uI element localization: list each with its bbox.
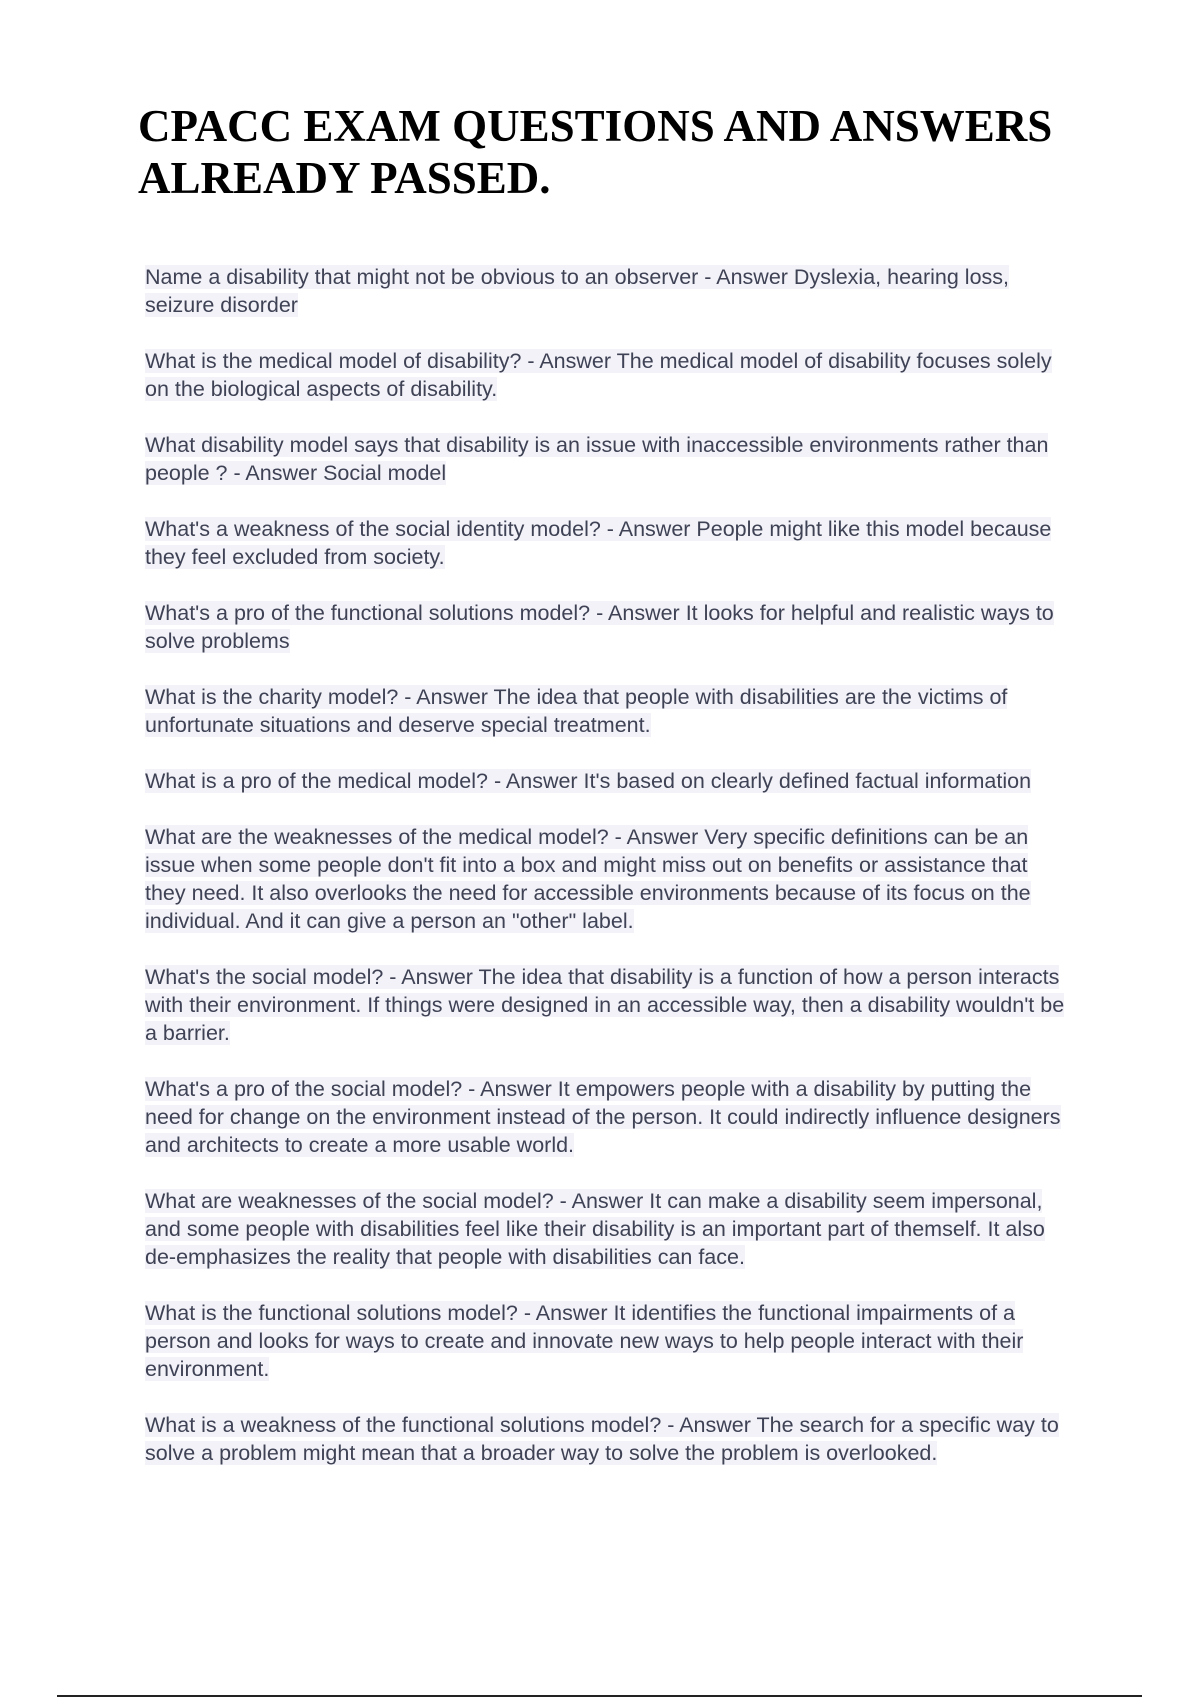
qa-text: What is the functional solutions model? - Answer It identifies the functional impairments of a person and looks for ways to create and innovate new ways to help people interact with their environment. <box>145 1301 1024 1381</box>
qa-item <box>145 767 1065 795</box>
title-line-2: ALREADY PASSED. <box>138 153 551 203</box>
qa-item <box>145 599 1065 655</box>
qa-text: What are weaknesses of the social model? - Answer It can make a disability seem impersonal, and some people with disabilities feel like their disability is an important part of themself. It also de-emphasizes the reality that people with disabilities can face. <box>145 1189 1045 1269</box>
qa-text: What's a pro of the social model? - Answer It empowers people with a disability by putting the need for change on the environment instead of the person. It could indirectly influence designers and architects to create a more usable world. <box>145 1077 1061 1157</box>
qa-text: What is a weakness of the functional solutions model? - Answer The search for a specific way to solve a problem might mean that a broader way to solve the problem is overlooked. <box>145 1413 1059 1465</box>
qa-text: What's the social model? - Answer The idea that disability is a function of how a person interacts with their environment. If things were designed in an accessible way, then a disability wouldn't be a barrier. <box>145 965 1065 1045</box>
qa-item <box>145 1411 1065 1467</box>
qa-item <box>145 963 1065 1047</box>
footer-divider <box>57 1695 1142 1697</box>
qa-item <box>145 1299 1065 1383</box>
qa-item <box>145 431 1065 487</box>
title-line-1: CPACC EXAM QUESTIONS AND ANSWERS <box>138 101 1053 151</box>
qa-item <box>145 1075 1065 1159</box>
qa-item <box>145 823 1065 935</box>
qa-item <box>145 347 1065 403</box>
qa-list <box>145 263 1065 1495</box>
qa-text: What is a pro of the medical model? - Answer It's based on clearly defined factual information <box>145 769 1032 793</box>
qa-item <box>145 263 1065 319</box>
qa-item <box>145 515 1065 571</box>
qa-text: Name a disability that might not be obvious to an observer - Answer Dyslexia, hearing loss, seizure disorder <box>145 265 1010 317</box>
qa-item <box>145 1187 1065 1271</box>
qa-text: What is the charity model? - Answer The idea that people with disabilities are the victims of unfortunate situations and deserve special treatment. <box>145 685 1008 737</box>
qa-text: What are the weaknesses of the medical model? - Answer Very specific definitions can be an issue when some people don't fit into a box and might miss out on benefits or assistance that they need. It also overlooks the need for accessible environments because of its focus on the individual. And it can give a person an "other" label. <box>145 825 1031 933</box>
page-title <box>138 100 1158 204</box>
qa-text: What's a pro of the functional solutions model? - Answer It looks for helpful and realistic ways to solve problems <box>145 601 1054 653</box>
qa-text: What's a weakness of the social identity model? - Answer People might like this model because they feel excluded from society. <box>145 517 1052 569</box>
qa-text: What disability model says that disability is an issue with inaccessible environments rather than people ? - Answer Social model <box>145 433 1049 485</box>
qa-item <box>145 683 1065 739</box>
qa-text: What is the medical model of disability? - Answer The medical model of disability focuses solely on the biological aspects of disability. <box>145 349 1052 401</box>
